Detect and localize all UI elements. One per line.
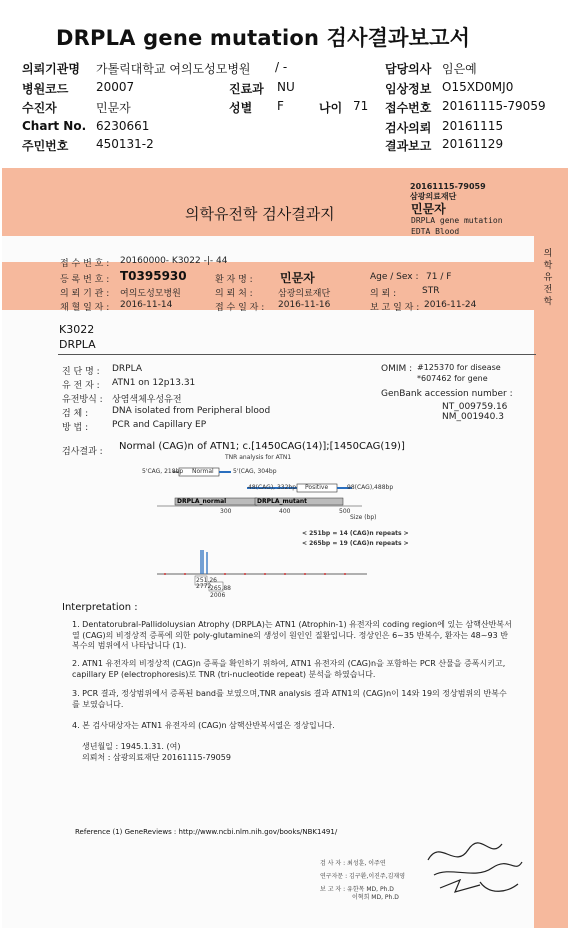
patient-name-label: 환 자 명 : bbox=[215, 275, 253, 285]
genbank-nt: NT_009759.16 bbox=[442, 402, 508, 412]
value-patient: 민문자 bbox=[96, 101, 131, 115]
gene-value: ATN1 on 12p13.31 bbox=[112, 378, 196, 388]
rep-value: 2016-11-24 bbox=[424, 300, 477, 310]
corner-org: 삼광의료재단 bbox=[410, 192, 457, 201]
omim-label: OMIM : bbox=[381, 364, 413, 374]
interp-3: 3. PCR 결과, 정상범위에서 증폭된 band를 보였으며,TNR analysis 결과 ATN1의 (CAG)n이 14와 19의 정상범위의 반복수를 보였습니다. bbox=[72, 689, 507, 709]
meth-value: PCR and Capillary EP bbox=[112, 420, 207, 430]
lab-value: 삼광의료재단 bbox=[278, 289, 331, 299]
side-char: 학 bbox=[543, 261, 553, 271]
peach-header-band bbox=[2, 168, 568, 236]
reference: Reference (1) GeneReviews : http://www.ncbi.nlm.nih.gov/books/NBK1491/ bbox=[75, 828, 338, 836]
signer-advisor: 연구자문 : 김구환,이진주,김재영 bbox=[320, 873, 405, 880]
fig-tick-400: 400 bbox=[279, 508, 291, 515]
side-char: 전 bbox=[543, 285, 553, 295]
label-chart-no: Chart No. bbox=[22, 119, 87, 133]
patient-name-value: 민문자 bbox=[280, 271, 315, 285]
label-resident-no: 주민번호 bbox=[22, 139, 69, 153]
label-hospital-code: 병원코드 bbox=[22, 82, 69, 96]
birth-info: 생년월일 : 1945.1.31. (여) bbox=[82, 742, 181, 751]
genbank-label: GenBank accession number : bbox=[381, 389, 513, 399]
draw-label: 채 혈 일 자 : bbox=[60, 303, 110, 313]
fig-bar-normal: DRPLA_normal bbox=[177, 498, 227, 505]
diag-label: 진 단 명 : bbox=[62, 367, 100, 377]
inst-label: 의 뢰 기 관 : bbox=[60, 289, 110, 299]
fig-label-positive: Positive bbox=[305, 484, 329, 491]
fig-label-mid: 48(CAG), 332bp bbox=[248, 484, 297, 491]
side-char: 의 bbox=[543, 249, 553, 259]
divider bbox=[58, 354, 536, 355]
recv-label: 접 수 일 자 : bbox=[215, 303, 265, 313]
lab-label: 의 뢰 처 : bbox=[215, 289, 253, 299]
corner-id: 20161115-79059 bbox=[410, 182, 486, 191]
ward-value: STR bbox=[422, 286, 440, 296]
reg-value: T0395930 bbox=[120, 269, 187, 283]
fig-unit: Size (bp) bbox=[350, 514, 377, 521]
result-label: 검사결과 : bbox=[62, 447, 103, 457]
signer-examiner: 검 사 자 : 최성훈, 이주연 bbox=[320, 860, 386, 867]
rep-label: 보 고 일 자 : bbox=[370, 303, 420, 313]
signer-reporter2: 이혁희 MD, Ph.D bbox=[352, 894, 399, 901]
genbank-nm: NM_001940.3 bbox=[442, 412, 504, 422]
fig-title: TNR analysis for ATN1 bbox=[225, 454, 292, 461]
corner-test: DRPLA gene mutation bbox=[411, 216, 503, 225]
value-department-blank: / - bbox=[275, 60, 288, 74]
fig-label-normal: Normal bbox=[192, 468, 214, 475]
inst-value: 여의도성모병원 bbox=[120, 289, 181, 299]
fig-peak4: 2006 bbox=[210, 592, 226, 599]
fig-label-far: 98(CAG),488bp bbox=[347, 484, 394, 491]
value-sex: F bbox=[277, 99, 284, 113]
side-char: 학 bbox=[543, 297, 553, 307]
label-requesting-institution: 의뢰기관명 bbox=[22, 62, 80, 76]
interp-1: 1. Dentatorubral-Pallidoluysian Atrophy (DRPLA)는 ATN1 (Atrophin-1) 유전자의 coding region에 있는 삼핵산반복서열 (CAG)의 비정상적 증폭에 의한 poly-glutamine의 생성이 원인인 질환입니다. 정상인은 6~35 반복수, 환자는 48~93 반복수의 범위에서 나타납니다 (1). bbox=[72, 620, 512, 650]
meth-label: 방 법 : bbox=[62, 423, 89, 433]
value-requesting-institution: 가톨릭대학교 여의도성모병원 bbox=[96, 62, 251, 76]
corner-name: 민문자 bbox=[411, 202, 446, 216]
label-sex: 성별 bbox=[229, 101, 253, 115]
fig-note-19: < 265bp = 19 (CAG)n repeats > bbox=[302, 540, 409, 547]
value-clinical-info: O15XD0MJ0 bbox=[442, 80, 514, 94]
omim-gene: *607462 for gene bbox=[417, 374, 488, 383]
draw-value: 2016-11-14 bbox=[120, 300, 173, 310]
interp-title: Interpretation : bbox=[62, 602, 138, 613]
fig-peak2: 2772 bbox=[196, 583, 212, 590]
spec-label: 검 체 : bbox=[62, 409, 89, 419]
reg-label: 등 록 번 호 : bbox=[60, 275, 110, 285]
fig-peak1: 251.26 bbox=[196, 577, 217, 584]
value-hospital-code: 20007 bbox=[96, 80, 135, 94]
result-value: Normal (CAG)n of ATN1; c.[1450CAG(14)];[1450CAG(19)] bbox=[119, 441, 405, 452]
recv-value: 2016-11-16 bbox=[278, 300, 331, 310]
receipt-label: 접 수 번 호 : bbox=[60, 259, 110, 269]
agesex-value: 71 / F bbox=[426, 272, 452, 282]
ward-label: 의 뢰 : bbox=[370, 289, 397, 299]
value-resident-no: 450131-2 bbox=[96, 137, 154, 151]
scan-doc-title: 의학유전학 검사결과지 bbox=[185, 205, 335, 223]
label-patient: 수진자 bbox=[22, 101, 57, 115]
diag-value: DRPLA bbox=[112, 364, 142, 374]
label-doctor: 담당의사 bbox=[385, 62, 432, 76]
omim-disease: #125370 for disease bbox=[417, 363, 501, 372]
fig-peak3: 265.88 bbox=[210, 585, 231, 592]
label-clinical-info: 임상정보 bbox=[385, 82, 432, 96]
fig-tick-500: 500 bbox=[339, 508, 351, 515]
side-label bbox=[541, 248, 555, 308]
fig-label-left: 5'CAG, 218bp bbox=[142, 468, 184, 475]
label-report-date: 결과보고 bbox=[385, 139, 432, 153]
value-doctor: 임은예 bbox=[442, 62, 477, 76]
side-char: 유 bbox=[543, 273, 553, 283]
spec-value: DNA isolated from Peripheral blood bbox=[112, 406, 271, 416]
fig-note-14: < 251bp = 14 (CAG)n repeats > bbox=[302, 530, 409, 537]
agesex-label: Age / Sex : bbox=[370, 272, 419, 282]
corner-sample: EDTA Blood bbox=[411, 227, 460, 236]
fig-bar-mutant: DRPLA_mutant bbox=[257, 498, 308, 505]
value-chart-no: 6230661 bbox=[96, 119, 150, 133]
value-receipt-no: 20161115-79059 bbox=[442, 99, 546, 113]
fig-tick-300: 300 bbox=[220, 508, 232, 515]
test-code: K3022 bbox=[59, 323, 95, 336]
value-age: 71 bbox=[353, 99, 369, 113]
value-report-date: 20161129 bbox=[442, 137, 504, 151]
mode-label: 유전방식 : bbox=[62, 395, 103, 405]
signature-image bbox=[420, 830, 530, 900]
label-receipt-no: 접수번호 bbox=[385, 101, 432, 115]
mode-value: 상염색체우성유전 bbox=[112, 395, 182, 405]
gene-label: 유 전 자 : bbox=[62, 381, 100, 391]
interp-2: 2. ATN1 유전자의 비정상적 (CAG)n 증폭을 확인하기 위하여, ATN1 유전자의 (CAG)n을 포함하는 PCR 산물을 증폭시키고, capillary EP (electrophoresis)로 TNR (tri-nucleotide repeat) 분석을 하였습니다. bbox=[72, 659, 506, 679]
test-name: DRPLA bbox=[59, 338, 96, 351]
signer-reporter: 보 고 자 : 유한목 MD, Ph.D bbox=[320, 886, 394, 893]
scanned-report bbox=[2, 168, 568, 928]
client-info: 의뢰처 : 삼광의료재단 20161115-79059 bbox=[82, 753, 231, 762]
tnr-figure bbox=[137, 454, 392, 594]
label-age: 나이 bbox=[319, 101, 343, 115]
value-department: NU bbox=[277, 80, 295, 94]
tnr-diagram bbox=[137, 454, 392, 594]
value-request-date: 20161115 bbox=[442, 119, 504, 133]
label-request-date: 검사의뢰 bbox=[385, 121, 432, 135]
report-title: DRPLA gene mutation 검사결과보고서 bbox=[56, 26, 471, 50]
interp-4: 4. 본 검사대상자는 ATN1 유전자의 (CAG)n 삼핵산반복서열은 정상입니다. bbox=[72, 721, 335, 730]
fig-label-right: 5'(CAG, 304bp bbox=[233, 468, 277, 475]
label-department: 진료과 bbox=[229, 82, 264, 96]
receipt-value: 20160000- K3022 -|- 44 bbox=[120, 256, 228, 266]
